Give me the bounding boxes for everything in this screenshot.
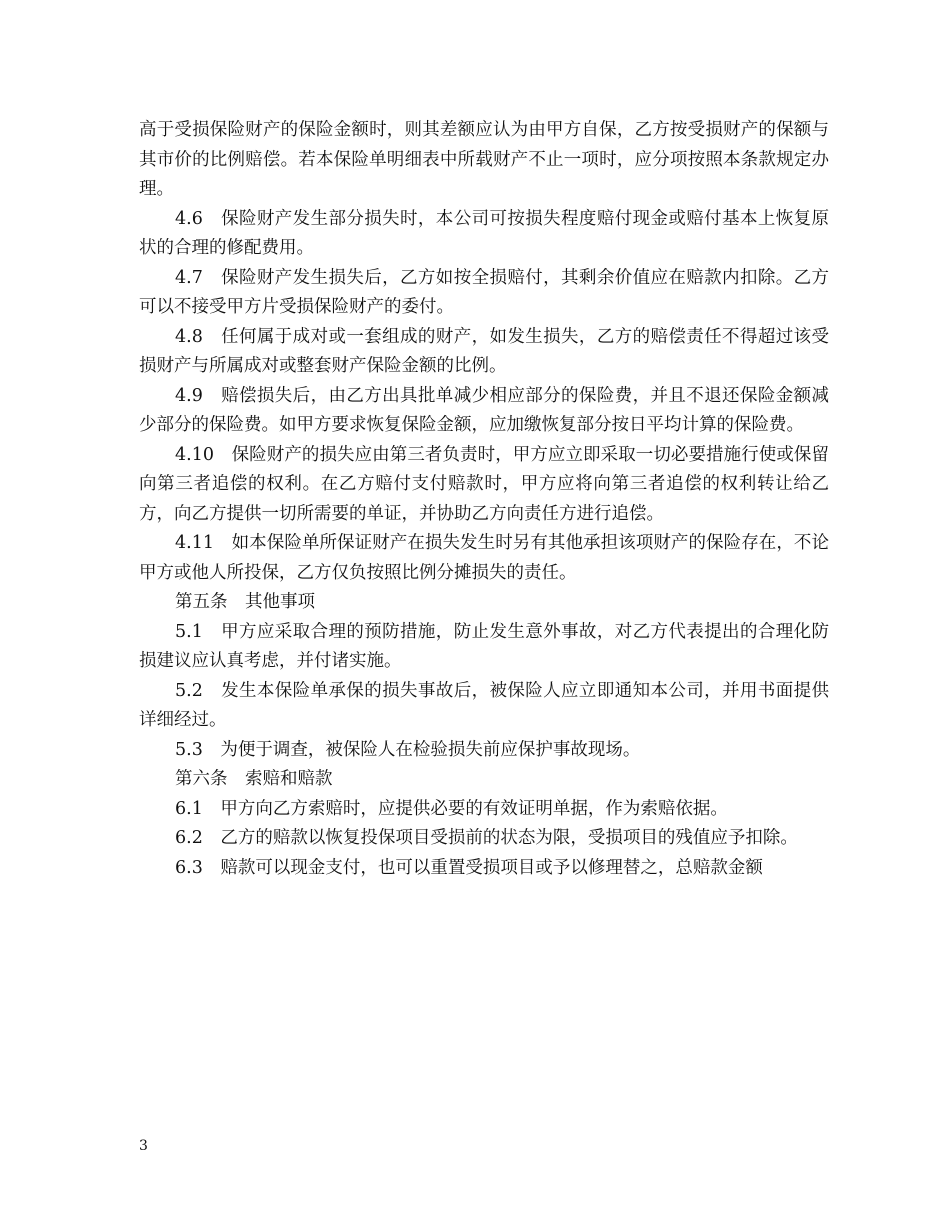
- paragraph-5-2: 5.2 发生本保险单承保的损失事故后，被保险人应立即通知本公司，并用书面提供详细经过。: [139, 680, 829, 730]
- paragraph-4-6: 4.6 保险财产发生部分损失时，本公司可按损失程度赔付现金或赔付基本上恢复原状的合理的修配费用。: [139, 208, 829, 258]
- paragraph-4-9: 4.9 赔偿损失后，由乙方出具批单减少相应部分的保险费，并且不退还保险金额减少部分的保险费。如甲方要求恢复保险金额，应加缴恢复部分按日平均计算的保险费。: [139, 385, 829, 435]
- paragraph-continuation: 高于受损保险财产的保险金额时，则其差额应认为由甲方自保，乙方按受损财产的保额与其市价的比例赔偿。若本保险单明细表中所载财产不止一项时，应分项按照本条款规定办理。: [139, 120, 829, 199]
- paragraph-4-11: 4.11 如本保险单所保证财产在损失发生时另有其他承担该项财产的保险存在，不论甲方或他人所投保，乙方仅负按照比例分摊损失的责任。: [139, 533, 829, 583]
- document-body: [139, 116, 829, 883]
- paragraph-4-7: 4.7 保险财产发生损失后，乙方如按全损赔付，其剩余价值应在赔款内扣除。乙方可以不接受甲方片受损保险财产的委付。: [139, 267, 829, 317]
- paragraph-4-10: 4.10 保险财产的损失应由第三者负责时，甲方应立即采取一切必要措施行使或保留向第三者追偿的权利。在乙方赔付支付赔款时，甲方应将向第三者追偿的权利转让给乙方，向乙方提供一切所需要的单证，并协助乙方向责任方进行追偿。: [139, 444, 829, 524]
- paragraph-6-1: 6.1 甲方向乙方索赔时，应提供必要的有效证明单据，作为索赔依据。: [175, 798, 728, 819]
- article-5-heading: 第五条 其他事项: [175, 592, 315, 612]
- paragraph-4-8: 4.8 任何属于成对或一套组成的财产，如发生损失，乙方的赔偿责任不得超过该受损财产与所属成对或整套财产保险金额的比例。: [139, 326, 829, 376]
- article-6-heading: 第六条 索赔和赔款: [175, 769, 333, 789]
- page-number: 3: [139, 1138, 148, 1154]
- paragraph-6-3: 6.3 赔款可以现金支付，也可以重置受损项目或予以修理替之，总赔款金额: [175, 857, 763, 878]
- paragraph-5-3: 5.3 为便于调查，被保险人在检验损失前应保护事故现场。: [175, 739, 641, 760]
- paragraph-6-2: 6.2 乙方的赔款以恢复投保项目受损前的状态为限，受损项目的残值应予扣除。: [175, 828, 798, 848]
- paragraph-5-1: 5.1 甲方应采取合理的预防措施，防止发生意外事故，对乙方代表提出的合理化防损建议应认真考虑，并付诸实施。: [139, 621, 829, 671]
